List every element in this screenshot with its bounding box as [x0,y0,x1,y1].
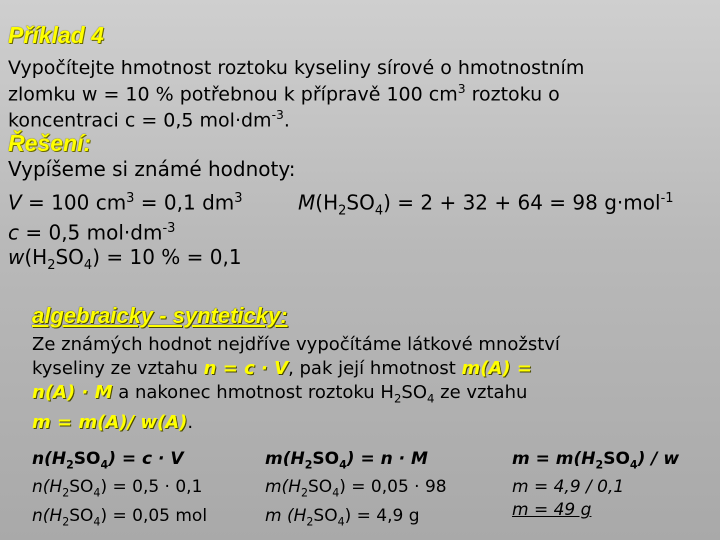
problem-line-3: koncentraci c = 0,5 $mol\cdot dm^{-3}$. [8,108,290,132]
calc1-row-3: $n(H_2SO_4) = 0,05$ mol [32,505,208,529]
calc-column-amount [32,448,207,533]
problem-line-2: zlomku w = 10 % potřebnou k přípravě 100 $cm^3$ roztoku o [8,82,560,106]
calc-column-solution-mass [512,448,679,522]
solution-heading: Řešení: [8,130,92,156]
calc2-row-3: m $(H_2SO_4) = 4,9$ g [265,505,420,529]
known-mass-fraction: $w(H_2SO_4) = 10$ % = 0,1 [8,245,242,273]
problem-line-1: Vypočítejte hmotnost roztoku kyseliny sírové o hmotnostním [8,57,585,79]
calc2-row-1: $m(H_2SO_4) = n \cdot M$ [265,449,428,472]
known-molar-mass: $M(H_2SO_4) = 2 + 32 + 64 = 98$ g·mol$^{-1}$ [298,190,674,219]
page-title: Příklad 4 [8,22,104,48]
calc1-row-2: $n(H_2SO_4) = 0,5 \cdot 0,1$ [32,477,203,500]
method-heading: algebraicky - synteticky: [32,303,288,328]
method-line-3: n(A) · M a nakonec hmotnost roztoku $H_2SO_4$ ze vztahu [32,382,528,406]
calc3-row-2: m = 4,9 / 0,1 [512,477,625,498]
calc3-result: m = 49 g [512,500,592,521]
method-line-4: m = m(A)/ w(A). [32,411,194,433]
calc1-row-1: $n(H_2SO_4) = c \cdot V$ [32,449,184,472]
method-line-2: kyseliny ze vztahu n = c · V, pak její hmotnost m(A) = [32,358,532,379]
known-concentration: c = 0,5 $mol\cdot dm^{-3}$ [8,220,176,245]
known-values-intro: Vypíšeme si známé hodnoty: [8,157,296,181]
known-volume: V = 100 $cm^3 = 0,1$ $dm^3$ [8,190,243,215]
method-line-1: Ze známých hodnot nejdříve vypočítáme látkové množství [32,334,560,355]
calc3-row-1: $m = m(H_2SO_4) / w$ [512,449,680,472]
calc-column-mass [265,448,447,533]
problem-statement [8,58,584,132]
calc2-row-2: $m(H_2SO_4) = 0,05 \cdot 98$ [265,477,447,500]
method-paragraph [32,333,560,435]
